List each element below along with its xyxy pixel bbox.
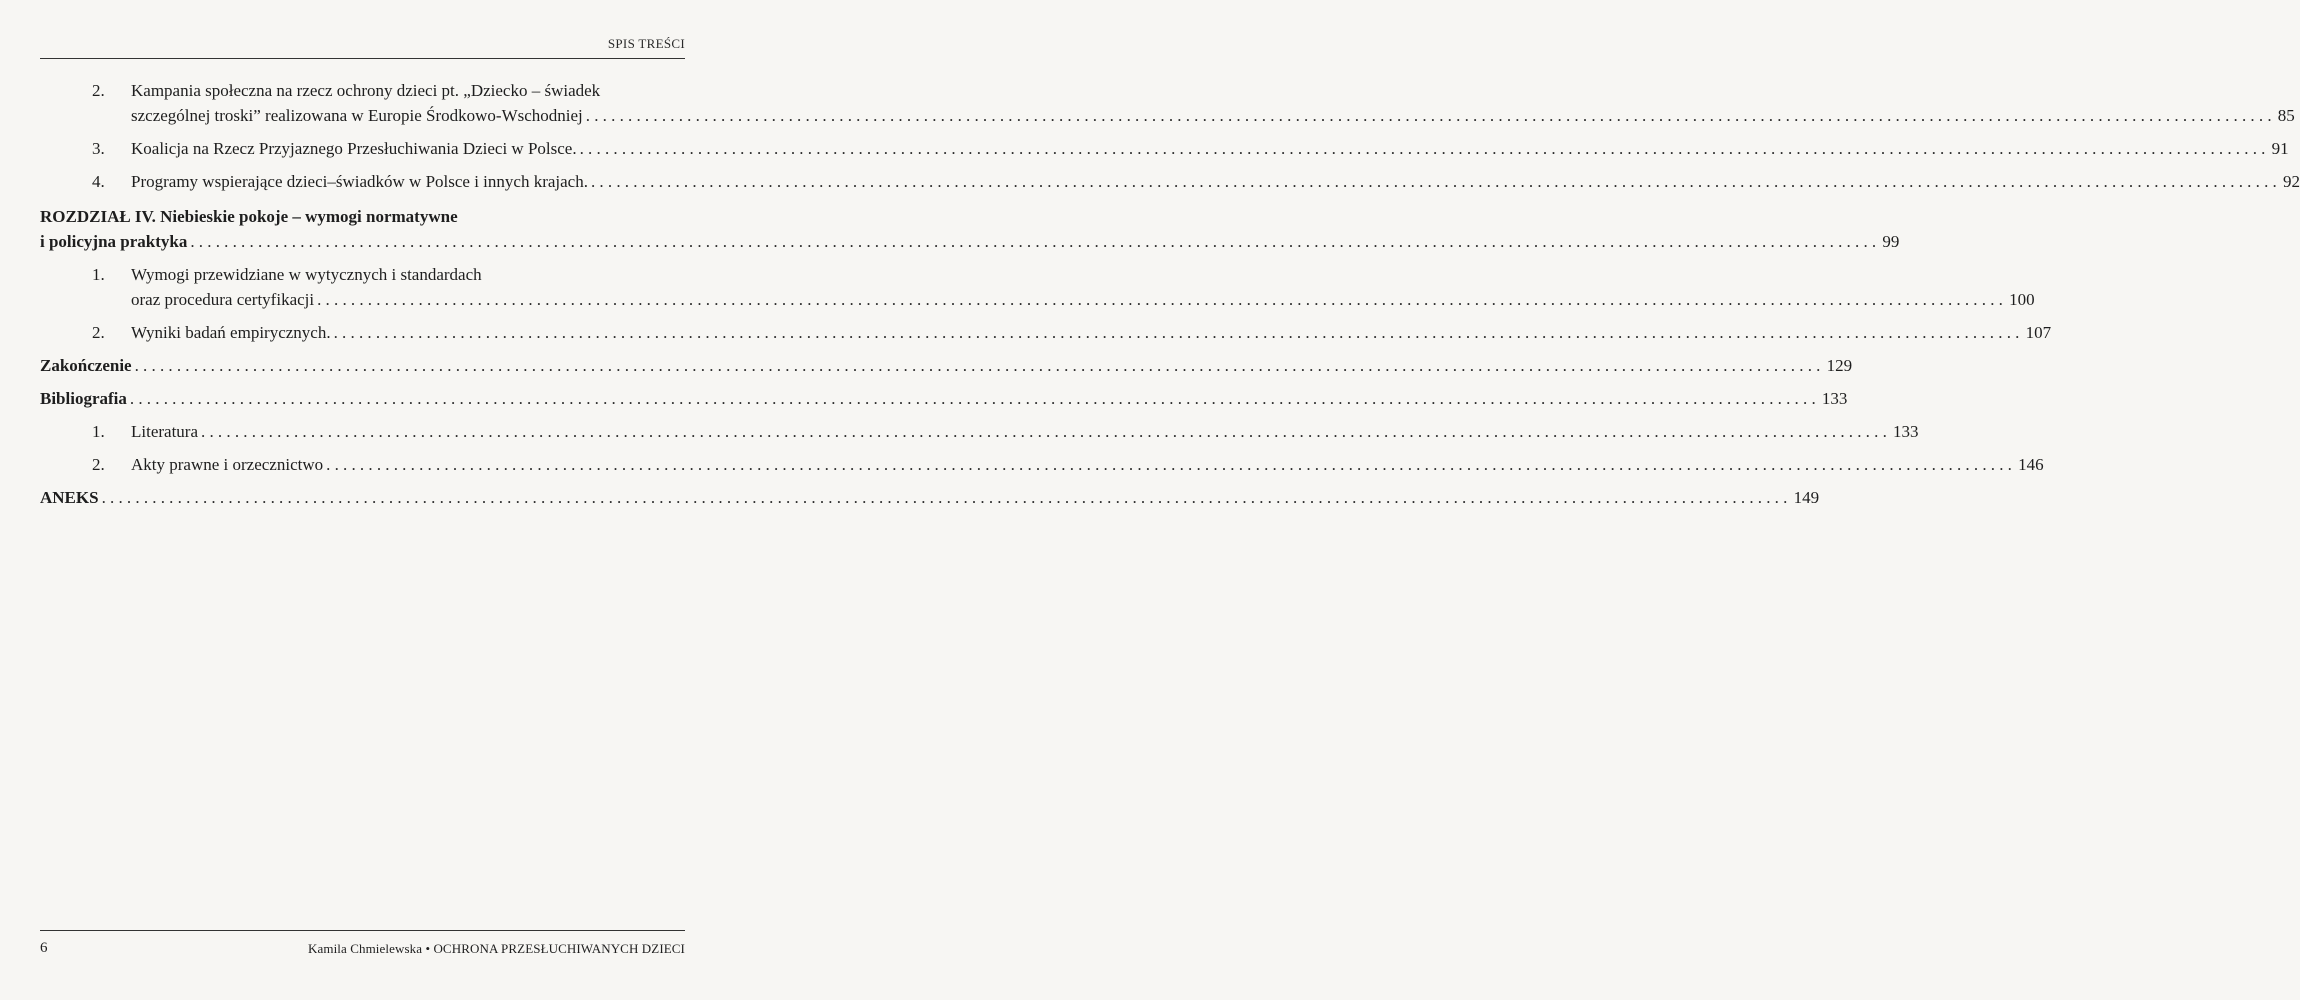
toc-entry-title: Bibliografia	[40, 389, 127, 408]
toc-entry-page: 146	[2018, 455, 2044, 474]
toc-entry-page: 107	[2025, 323, 2052, 342]
toc-chapter-entry	[40, 485, 1820, 510]
toc-entry	[40, 262, 2035, 312]
toc-entry	[40, 136, 2289, 161]
dot-leader: ........................................................................................................................................................................................................	[190, 232, 1881, 251]
toc-entry-title: Zakończenie	[40, 356, 132, 375]
toc-entry-title-line1: Wymogi przewidziane w wytycznych i standardach	[131, 265, 482, 284]
footer-book-title: Kamila Chmielewska • OCHRONA PRZESŁUCHIWANYCH DZIECI	[308, 941, 685, 956]
dot-leader: ........................................................................................................................................................................................................	[579, 139, 2270, 158]
toc-entry-number: 1.	[92, 265, 105, 284]
toc-entry	[40, 78, 2295, 128]
table-of-contents	[40, 78, 2300, 510]
toc-entry	[40, 419, 1919, 444]
toc-entry-number: 4.	[92, 172, 105, 191]
running-head: SPIS TREŚCI	[607, 36, 685, 51]
toc-entry-title-line1: Kampania społeczna na rzecz ochrony dzieci pt. „Dziecko – świadek	[131, 81, 601, 100]
toc-entry-page: 91	[2271, 139, 2289, 158]
toc-entry-number: 1.	[92, 422, 105, 441]
toc-entry-title: Programy wspierające dzieci–świadków w Polsce i innych krajach.	[131, 172, 588, 191]
toc-entry-page: 85	[2277, 106, 2295, 125]
toc-chapter-entry	[40, 204, 1900, 254]
toc-entry-page: 100	[2009, 290, 2035, 309]
toc-entry-page: 129	[1826, 356, 1853, 375]
toc-entry-page: 99	[1882, 232, 1900, 251]
dot-leader: ........................................................................................................................................................................................................	[326, 455, 2017, 474]
toc-entry-title-line2: szczególnej troski” realizowana w Europie Środkowo-Wschodniej	[131, 106, 583, 125]
dot-leader: ........................................................................................................................................................................................................	[590, 172, 2281, 191]
dot-leader: ........................................................................................................................................................................................................	[129, 389, 1820, 408]
dot-leader: ........................................................................................................................................................................................................	[585, 106, 2276, 125]
toc-entry-title: Literatura	[131, 422, 199, 441]
toc-entry-page: 133	[1821, 389, 1848, 408]
dot-leader: ........................................................................................................................................................................................................	[201, 422, 1892, 441]
toc-entry	[40, 320, 2052, 345]
toc-entry-number: 2.	[92, 455, 105, 474]
toc-entry-page: 149	[1793, 488, 1820, 507]
toc-entry-number: 3.	[92, 139, 105, 158]
toc-entry-title: Koalicja na Rzecz Przyjaznego Przesłuchiwania Dzieci w Polsce.	[131, 139, 577, 158]
toc-entry-page: 133	[1893, 422, 1919, 441]
page-number: 6	[40, 940, 48, 956]
toc-entry-page: 92	[2282, 172, 2300, 191]
dot-leader: ........................................................................................................................................................................................................	[101, 488, 1792, 507]
toc-entry-title: ANEKS	[40, 488, 99, 507]
toc-entry-number: 2.	[92, 81, 105, 100]
header-rule	[40, 58, 685, 59]
toc-entry	[40, 452, 2044, 477]
toc-entry-title-line2: oraz procedura certyfikacji	[131, 290, 315, 309]
footer-rule	[40, 930, 685, 931]
dot-leader: ........................................................................................................................................................................................................	[333, 323, 2024, 342]
toc-chapter-entry	[40, 386, 1848, 411]
toc-entry	[40, 169, 2300, 194]
dot-leader: ........................................................................................................................................................................................................	[134, 356, 1825, 375]
dot-leader: ........................................................................................................................................................................................................	[317, 290, 2008, 309]
toc-chapter-entry	[40, 353, 1853, 378]
toc-entry-title-line1: ROZDZIAŁ IV. Niebieskie pokoje – wymogi normatywne	[40, 207, 458, 226]
toc-entry-title-line2: i policyjna praktyka	[40, 232, 188, 251]
toc-entry-number: 2.	[92, 323, 105, 342]
toc-entry-title: Akty prawne i orzecznictwo	[131, 455, 324, 474]
toc-entry-title: Wyniki badań empirycznych.	[131, 323, 331, 342]
